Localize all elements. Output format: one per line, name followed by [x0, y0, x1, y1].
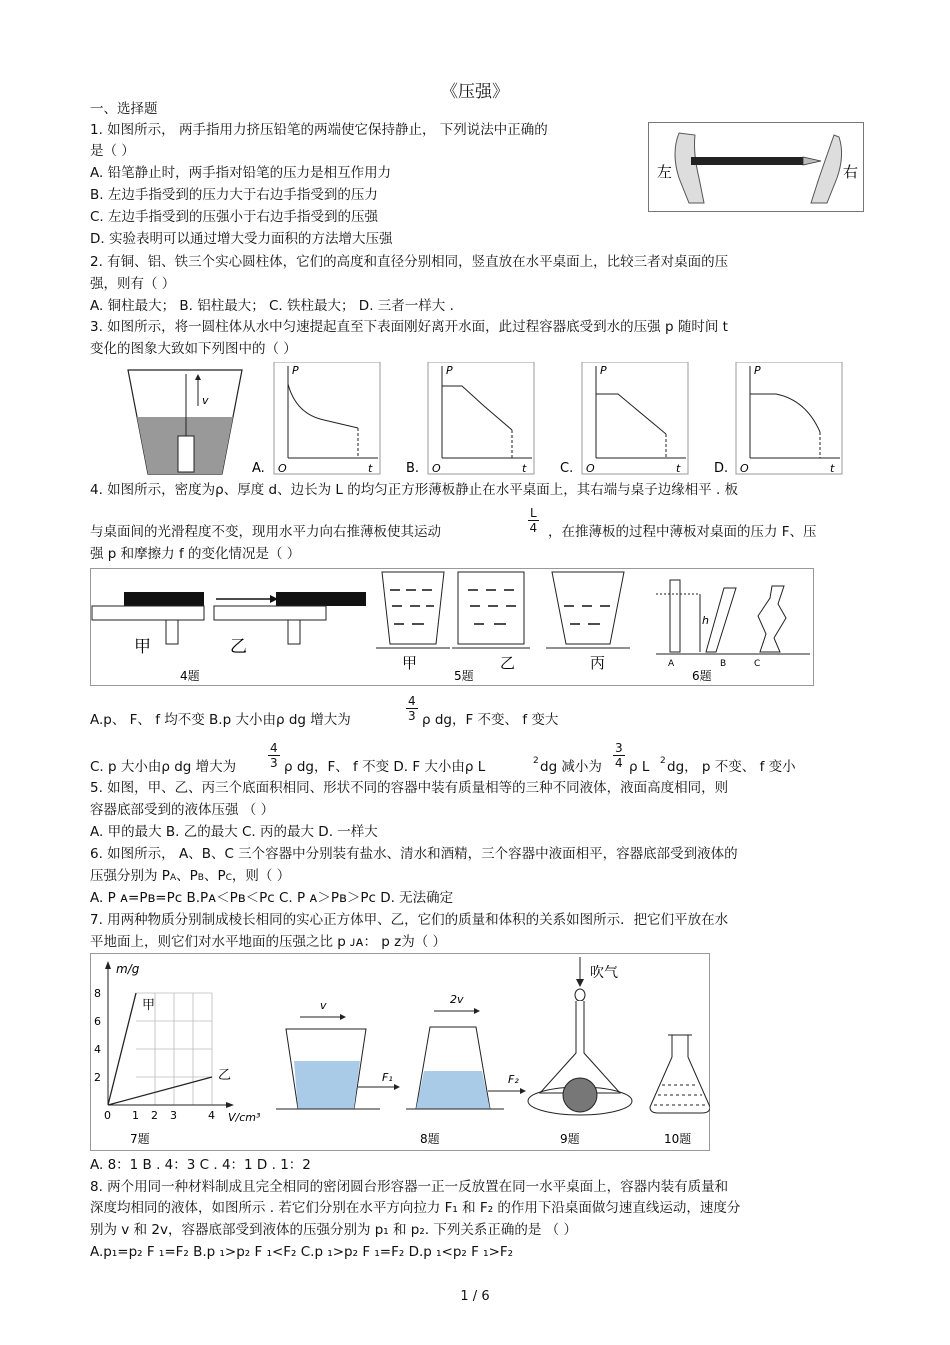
q1-option-b: B. 左边手指受到的压力大于右边手指受到的压力: [90, 187, 378, 203]
q3-graph-d: [736, 362, 842, 474]
q4-fraction-3-over-4: [613, 741, 625, 770]
q3-option-a-label: A.: [252, 461, 265, 476]
graph-p-label: P: [600, 364, 607, 377]
q8-options: A.p₁=p₂ F ₁=F₂ B.p ₁>p₂ F ₁<F₂ C.p ₁>p₂ F ₁=F₂ D.p ₁<p₂ F ₁>F₂: [90, 1244, 514, 1260]
superscript-2: 2: [533, 756, 539, 766]
q6-stem-line2: [90, 867, 290, 887]
q4-option-b-end: ρ dg，F 不变、 f 变大: [422, 712, 559, 728]
fig6-label-b: B: [720, 659, 727, 669]
fig4-label-yi: 乙: [230, 637, 247, 657]
q6-text-end: ，则（ ）: [231, 868, 291, 884]
fraction-numerator: 4: [408, 694, 416, 708]
q1-stem-line2: 是（ ）: [90, 143, 135, 159]
q4-stem-line2a: 与桌面间的光滑程度不变，现用水平力向右推薄板使其运动: [90, 524, 441, 540]
q2-options: A. 铜柱最大； B. 铝柱最大； C. 铁柱最大； D. 三者一样大 .: [90, 298, 454, 314]
fig6-label-c: C: [754, 659, 761, 669]
fig8-velocity-2v: 2v: [450, 993, 464, 1006]
q3-graph-c: [582, 362, 688, 474]
fig8-force-f1: F₁: [382, 1071, 393, 1084]
q3-option-b-label: B.: [406, 461, 420, 476]
q3-velocity-label: v: [202, 394, 209, 407]
q4-option-d-mid: dg 减小为: [540, 759, 602, 775]
fig6-caption: 6题: [692, 669, 712, 683]
q4-option-c-start: C. p 大小由ρ dg 增大为: [90, 759, 237, 775]
fig7-ylabel: m/g: [116, 962, 140, 976]
page-number: 1 / 6: [460, 1289, 490, 1304]
fig5-caption: 5题: [454, 669, 474, 683]
superscript-2: 2: [660, 756, 666, 766]
q3-option-c-label: C.: [560, 461, 574, 476]
q1-option-a: A. 铅笔静止时，两手指对铅笔的压力是相互作用力: [90, 165, 392, 181]
q7-options: A. 8：1 B . 4：3 C . 4：1 D . 1：2: [90, 1157, 311, 1173]
q7-stem-line2: 平地面上，则它们对水平地面的压强之比 p ᴊᴀ： p ᴢ为（ ）: [90, 934, 446, 950]
fig8-velocity-v: v: [320, 999, 327, 1012]
q1-pencil-figure: [648, 122, 864, 212]
fraction-numerator: L: [530, 506, 537, 520]
fraction-numerator: 3: [615, 741, 623, 755]
q4-option-d-end: dg， p 不变、 f 变小: [667, 759, 796, 775]
fig5-label-jia: 甲: [402, 654, 418, 672]
fraction-denominator: 3: [408, 709, 416, 723]
q1-option-c: C. 左边手指受到的压强小于右边手指受到的压强: [90, 209, 379, 225]
q4-stem-line3: 强 p 和摩擦力 f 的变化情况是（ ）: [90, 546, 301, 562]
q4-fraction-4-over-3: [268, 741, 280, 770]
fig4-caption: 4题: [180, 669, 200, 683]
fig8-force-f2: F₂: [508, 1073, 519, 1086]
q6-stem-line1: 6. 如图所示， A、B、C 三个容器中分别装有盐水、清水和酒精，三个容器中液面相平，容器底部受到液体的: [90, 846, 738, 862]
fig5-label-yi: 乙: [500, 654, 516, 672]
q1-stem-line1: 1. 如图所示， 两手指用力挤压铅笔的两端使它保持静止， 下列说法中正确的: [90, 122, 548, 138]
q4-option-a-b-start: A.p、 F、 f 均不变 B.p 大小由ρ dg 增大为: [90, 712, 351, 728]
fig6-label-h: h: [702, 614, 709, 627]
q5-options: A. 甲的最大 B. 乙的最大 C. 丙的最大 D. 一样大: [90, 824, 378, 840]
subscript-a: A: [169, 873, 177, 883]
page-title: 《压强》: [441, 82, 509, 102]
fig5-label-bing: 丙: [590, 654, 606, 672]
fig4-label-jia: 甲: [134, 637, 151, 657]
q3-stem-line2: 变化的图象大致如下列图中的（ ）: [90, 341, 297, 357]
fig-label-right: 右: [843, 163, 859, 181]
q5-stem-line1: 5. 如图，甲、乙、丙三个底面积相同、形状不同的容器中装有质量相等的三种不同液体，液面高度相同，则: [90, 780, 729, 796]
q3-graph-a: [274, 362, 380, 474]
fig7-series-yi: 乙: [218, 1068, 232, 1083]
fig7-xtick: 4: [208, 1109, 215, 1122]
q4-stem-line2b: ，在推薄板的过程中薄板对桌面的压力 F、压: [548, 524, 817, 540]
fig7-caption: 7题: [130, 1132, 150, 1146]
fig7-ytick: 2: [94, 1071, 101, 1084]
graph-t-label: t: [522, 462, 527, 475]
q6-text-pa: 压强分别为 P: [90, 868, 170, 884]
fig-4-5-6: [90, 568, 814, 686]
fig7-ytick: 4: [94, 1043, 101, 1056]
q4-option-c-d: ρ dg，F、 f 不变 D. F 大小由ρ L: [284, 759, 486, 775]
graph-origin: O: [586, 462, 595, 475]
fig8-caption: 8题: [420, 1132, 440, 1146]
fraction-numerator: 4: [270, 741, 278, 755]
fig9-blow-label: 吹气: [590, 965, 618, 981]
fraction-denominator: 3: [270, 756, 278, 770]
graph-t-label: t: [830, 462, 835, 475]
q2-stem-line2: 强，则有（ ）: [90, 276, 176, 292]
graph-origin: O: [740, 462, 749, 475]
q3-stem-line1: 3. 如图所示，将一圆柱体从水中匀速提起直至下表面刚好离开水面，此过程容器底受到水的压强 p 随时间 t: [90, 319, 728, 335]
fig7-xtick: 2: [151, 1109, 158, 1122]
q8-stem-line3: 别为 v 和 2v，容器底部受到液体的压强分别为 p₁ 和 p₂. 下列关系正确的是 （ ）: [90, 1222, 577, 1238]
fig7-ytick: 8: [94, 987, 101, 1000]
graph-origin: O: [432, 462, 441, 475]
section-heading: 一、选择题: [90, 101, 158, 117]
fig7-series-jia: 甲: [142, 998, 156, 1013]
q4-option-d-rho: ρ L: [629, 759, 650, 775]
graph-t-label: t: [676, 462, 681, 475]
fig7-xtick: 0: [104, 1109, 111, 1122]
q2-stem-line1: 2. 有铜、铝、铁三个实心圆柱体，它们的高度和直径分别相同，竖直放在水平桌面上，比较三者对桌面的压: [90, 254, 729, 270]
q5-stem-line2: 容器底部受到的液体压强 （ ）: [90, 802, 275, 818]
graph-t-label: t: [368, 462, 373, 475]
q6-text-pc: 、P: [203, 868, 226, 884]
graph-p-label: P: [446, 364, 453, 377]
q3-graph-b: [428, 362, 534, 474]
q3-option-d-label: D.: [714, 461, 729, 476]
graph-p-label: P: [754, 364, 761, 377]
fraction-denominator: 4: [615, 756, 623, 770]
q4-fraction-4-over-3: [406, 694, 418, 723]
fig9-caption: 9题: [560, 1132, 580, 1146]
q6-options: A. P ᴀ=Pʙ=Pᴄ B.Pᴀ＜Pʙ＜Pᴄ C. P ᴀ＞Pʙ＞Pᴄ D. 无法确定: [90, 890, 454, 906]
q3-figure: [126, 362, 886, 480]
fig7-xtick: 3: [170, 1109, 177, 1122]
fig7-xlabel: V/cm³: [228, 1111, 261, 1124]
fig10-caption: 10题: [664, 1132, 692, 1146]
q7-stem-line1: 7. 用两种物质分别制成棱长相同的实心正方体甲、乙，它们的质量和体积的关系如图所示．把它们平放在水: [90, 912, 729, 928]
fig6-label-a: A: [668, 659, 675, 669]
q3-container: [128, 370, 242, 474]
graph-origin: O: [278, 462, 287, 475]
q1-option-d: D. 实验表明可以通过增大受力面积的方法增大压强: [90, 231, 393, 247]
q6-text-pb: 、P: [176, 868, 198, 884]
subscript-b: B: [197, 873, 204, 883]
fig7-ytick: 6: [94, 1015, 101, 1028]
q4-fraction-l-over-4: [528, 506, 539, 535]
q8-stem-line2: 深度均相同的液体，如图所示 . 若它们分别在水平方向拉力 F₁ 和 F₂ 的作用下沿桌面做匀速直线运动，速度分: [90, 1200, 741, 1216]
fig7-xtick: 1: [132, 1109, 139, 1122]
fig-label-left: 左: [657, 163, 673, 181]
subscript-c: C: [225, 873, 232, 883]
fig-7-10: [90, 953, 710, 1151]
q8-stem-line1: 8. 两个用同一种材料制成且完全相同的密闭圆台形容器一正一反放置在同一水平桌面上，容器内装有质量和: [90, 1179, 729, 1195]
q4-stem-line1: 4. 如图所示，密度为ρ、厚度 d、边长为 L 的均匀正方形薄板静止在水平桌面上，其右端与桌子边缘相平 . 板: [90, 482, 739, 498]
graph-p-label: P: [292, 364, 299, 377]
fraction-denominator: 4: [529, 521, 538, 535]
